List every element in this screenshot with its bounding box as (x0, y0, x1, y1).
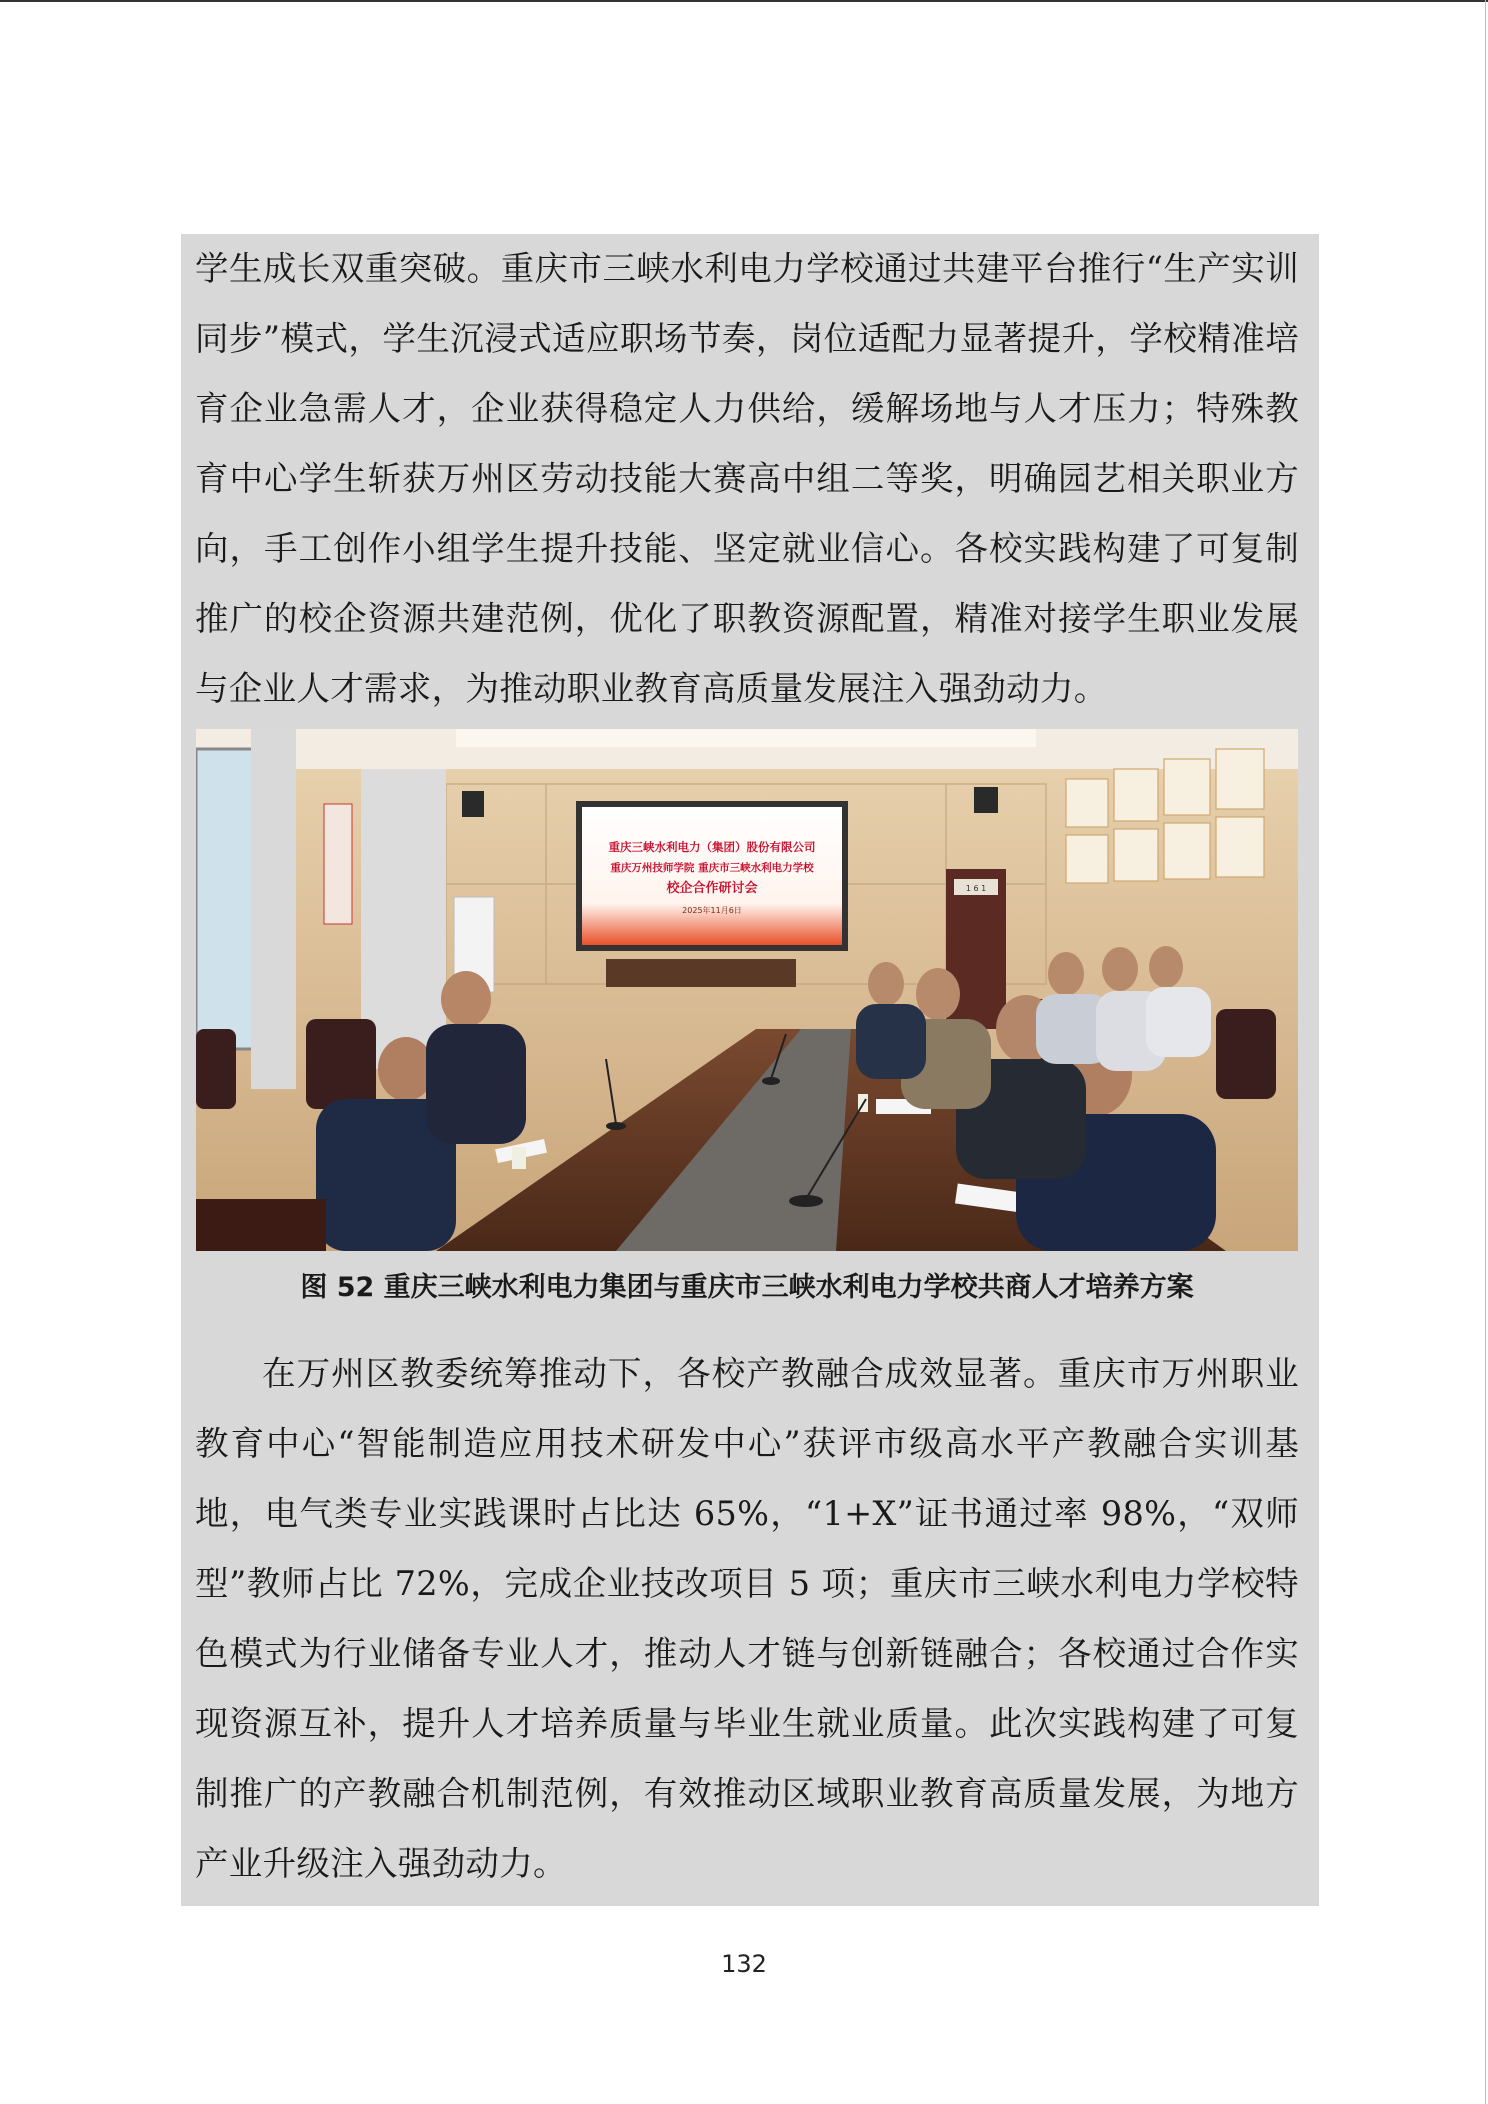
door-number: 1 6 1 (965, 884, 987, 893)
screen-line-2: 重庆万州技师学院 重庆市三峡水利电力学校 (610, 862, 814, 874)
meeting-photo (196, 729, 1298, 1251)
screen-line-3: 校企合作研讨会 (666, 881, 758, 896)
figure-caption: 图 52 重庆三峡水利电力集团与重庆市三峡水利电力学校共商人才培养方案 (300, 1272, 1194, 1303)
screen-line-1: 重庆三峡水利电力（集团）股份有限公司 (608, 840, 816, 854)
right-border-line (1485, 0, 1486, 2104)
body-paragraph-1: 学生成长双重突破。重庆市三峡水利电力学校通过共建平台推行“生产实训同步”模式，学生沉浸式适应职场节奏，岗位适配力显著提升，学校精准培育企业急需人才，企业获得稳定人力供给，缓解场地与人才压力；特殊教育中心学生斩获万州区劳动技能大赛高中组二等奖，明确园艺相关职业方向，手工创作小组学生提升技能、坚定就业信心。各校实践构建了可复制推广的校企资源共建范例，优化了职教资源配置，精准对接学生职业发展与企业人才需求，为推动职业教育高质量发展注入强劲动力。 (195, 249, 1299, 708)
body-paragraph-2: 在万州区教委统筹推动下，各校产教融合成效显著。重庆市万州职业教育中心“智能制造应用技术研发中心”获评市级高水平产教融合实训基地，电气类专业实践课时占比达 65%，“1+X”证书通过率 98%，“双师型”教师占比 72%，完成企业技改项目 5 项；重庆市三峡水利电力学校特色模式为行业储备专业人才，推动人才链与创新链融合；各校通过合作实现资源互补，提升人才培养质量与毕业生就业质量。此次实践构建了可复制推广的产教融合机制范例，有效推动区域职业教育高质量发展，为地方产业升级注入强劲动力。 (195, 1354, 1299, 1883)
top-border-line (0, 0, 1488, 2)
screen-line-4: 2025年11月6日 (682, 906, 742, 915)
page-number: 132 (721, 1950, 767, 1978)
